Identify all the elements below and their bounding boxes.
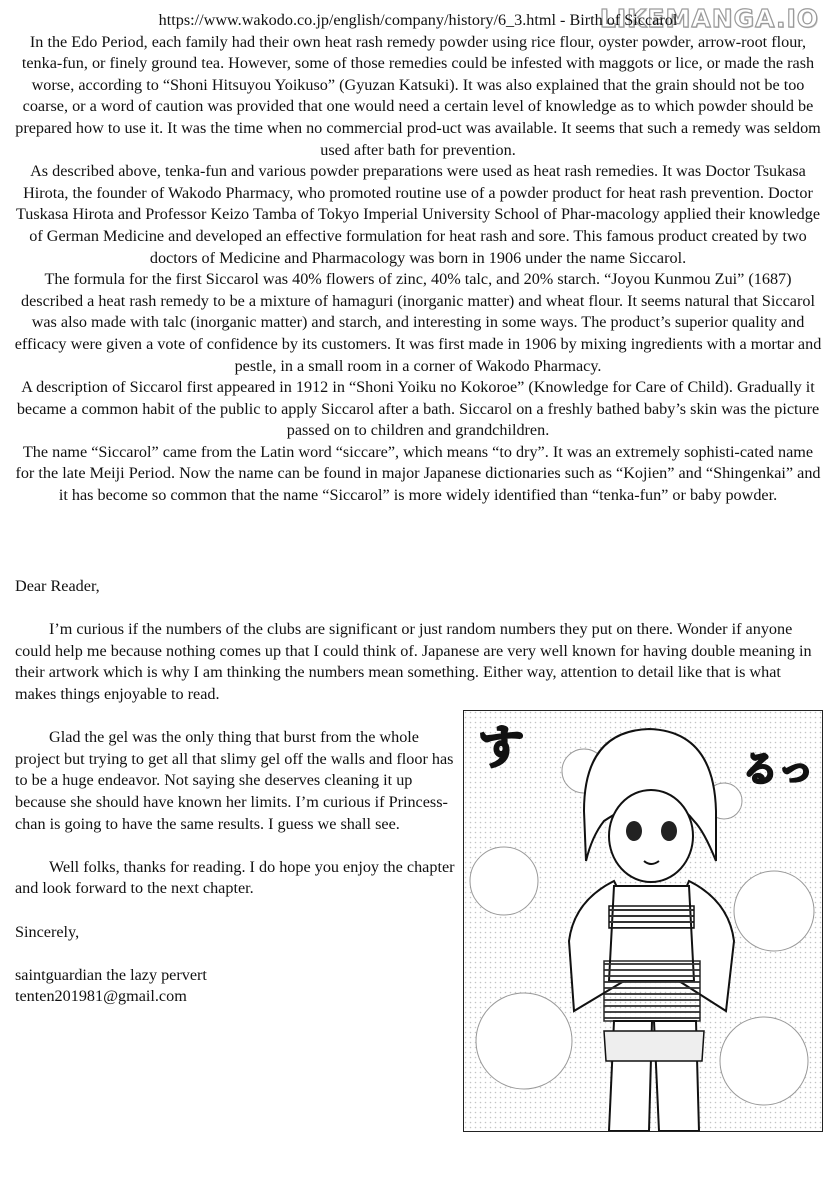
letter-paragraph-1: I’m curious if the numbers of the clubs are significant or just random numbers they put on there. Wonder if anyone could help me because nothing comes up that I could think of. Japanese are very well known for having double meaning in their artwork which is why I am thinking the numbers mean something. Either way, attention to detail like that is what makes things enjoyable to read. bbox=[15, 620, 812, 703]
letter-greeting: Dear Reader, bbox=[15, 577, 100, 595]
history-paragraph-2: As described above, tenka-fun and various powder preparations were used as heat rash remedies. It was Doctor Tsukasa Hirota, the founder of Wakodo Pharmacy, who promoted routine use of a powder product for heat rash prevention. Doctor Tuskasa Hirota and Professor Keizo Tamba of Tokyo Imperial University School of Phar-macology applied their knowledge of German Medicine and developed an effective formulation for heat rash and sore. This famous product created by two doctors of Medicine and Pharmacology was born in 1906 under the name Siccarol. bbox=[15, 162, 821, 267]
sfx-right-text: るっ bbox=[742, 749, 815, 790]
letter-paragraph-3: Well folks, thanks for reading. I do hope you enjoy the chapter and look forward to the next chapter. bbox=[15, 857, 455, 898]
history-section bbox=[12, 10, 824, 507]
letter-email: tenten201981@gmail.com bbox=[15, 987, 187, 1006]
manga-panel-artwork bbox=[464, 711, 822, 1131]
history-paragraph-1: In the Edo Period, each family had their own heat rash remedy powder using rice flour, oyster powder, arrow-root flour, tenka-fun, or finely ground tea. However, some of those remedies could be infested with maggots or lice, or made the rash worse, according to “Shoni Hitsuyou Yoikuso” (Gyuzan Katsuki). It was also explained that the grain should not be too coarse, or a word of caution was provided that one would need a certain level of knowledge as to which powder should be prepared how to use it. It was the time when no commercial prod-uct was available. It seems that such a remedy was seldom used after bath for prevention. bbox=[15, 32, 821, 159]
history-paragraph-5: The name “Siccarol” came from the Latin word “siccare”, which means “to dry”. It was an extremely sophisti-cated name for the late Meiji Period. Now the name can be found in major Japanese dictionaries such as “Kojien” and “Shingenkai” and it has become so common that the name “Siccarol” is more widely identified than “tenka-fun” or baby powder. bbox=[15, 442, 821, 505]
sfx-left-text: す bbox=[478, 720, 524, 774]
manga-panel-illustration bbox=[463, 710, 823, 1132]
site-watermark: LIKEMANGA.IO bbox=[599, 4, 819, 33]
history-paragraph-4: A description of Siccarol first appeared in 1912 in “Shoni Yoiku no Kokoroe” (Knowledge for Care of Child). Gradually it became a common habit of the public to apply Siccarol after a bath. Siccarol on a freshly bathed baby’s skin was the picture passed on to children and grandchildren. bbox=[16, 378, 820, 440]
history-paragraph-3: The formula for the first Siccarol was 40% flowers of zinc, 40% talc, and 20% starch. “Joyou Kunmou Zui” (1687) described a heat rash remedy to be a mixture of hamaguri (inorganic matter) and wheat flour. It seems natural that Siccarol was also made with talc (inorganic matter) and starch, and interesting in some ways. The product’s superior quality and efficacy were given a vote of confidence by its customers. It was first made in 1906 by mixing ingredients with a mortar and pestle, in a small room in a corner of Wakodo Pharmacy. bbox=[14, 270, 822, 375]
letter-paragraph-2: Glad the gel was the only thing that burst from the whole project but trying to get all that slimy gel off the walls and floor has to be a huge endeavor. Not saying she deserves cleaning it up because she should have known her limits. I’m curious if Princess-chan is going to have the same results. I guess we shall see. bbox=[15, 728, 454, 833]
source-url-line: https://www.wakodo.co.jp/english/company/history/6_3.html - Birth of Siccarol bbox=[158, 11, 678, 29]
letter-closing: Sincerely, bbox=[15, 922, 80, 941]
letter-signature: saintguardian the lazy pervert bbox=[15, 965, 207, 984]
